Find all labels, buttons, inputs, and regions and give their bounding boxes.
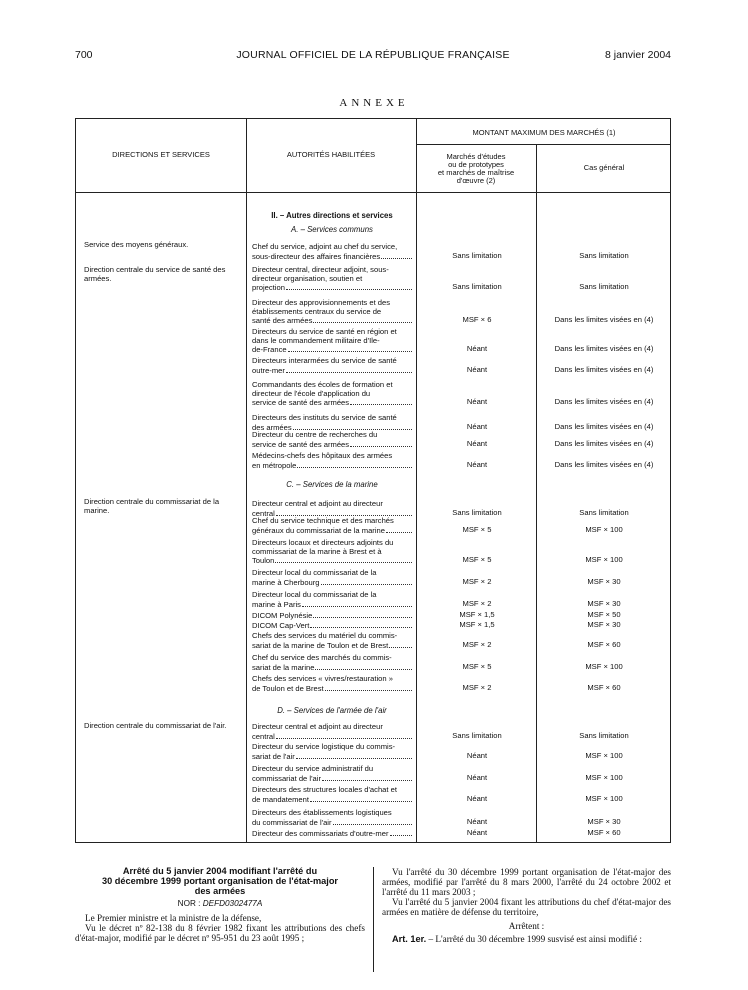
amount-etudes: Sans limitation — [452, 250, 502, 260]
authority-text: central — [252, 508, 275, 518]
authority-line: Chefs des services « vivres/restauration » — [252, 674, 393, 683]
amount-general: MSF × 60 — [587, 682, 621, 692]
text-line: Arrêté du 5 janvier 2004 modifiant l'arrêté du — [122, 866, 318, 876]
authority-cell — [252, 539, 412, 566]
authority-cell — [252, 452, 412, 470]
authority-text: santé des armées — [252, 316, 313, 326]
amount-general: Sans limitation — [579, 282, 629, 292]
amount-etudes: Néant — [466, 772, 488, 782]
authority-line: Directeur central et adjoint au directeur — [252, 722, 383, 731]
authority-last-line — [252, 732, 412, 742]
leader-dots — [288, 345, 412, 352]
amount-etudes: MSF × 5 — [462, 555, 492, 565]
section-heading: D. – Services de l'armée de l'air — [277, 706, 387, 715]
amount-etudes: Sans limitation — [452, 507, 502, 517]
authority-line: Directeur du centre de recherches du — [252, 430, 378, 439]
section-heading: C. – Services de la marine — [286, 480, 378, 489]
authority-last-line — [252, 440, 412, 450]
authority-last-line — [252, 600, 412, 610]
authority-cell — [252, 743, 412, 761]
leader-dots — [310, 795, 412, 802]
authority-cell — [252, 723, 412, 741]
authority-line: Directeurs locaux et directeurs adjoints du — [252, 538, 394, 547]
text-line: d'œuvre (2) — [456, 176, 496, 185]
leader-dots — [296, 752, 412, 759]
amount-general: MSF × 30 — [587, 576, 621, 586]
authority-cell — [252, 611, 412, 621]
journal-title: JOURNAL OFFICIEL DE LA RÉPUBLIQUE FRANÇAISE — [236, 49, 510, 61]
paragraph: Vu l'arrêté du 5 janvier 2004 fixant les attributions du chef d'état-major des armées en matière de défense du territoire, — [382, 897, 671, 917]
authority-line: établissements centraux du service de — [252, 306, 382, 316]
paragraph: Vu le décret nº 82-138 du 8 février 1982 fixant les attributions des chefs d'état-major, modifié par le décret nº 95-951 du 23 août 1995 ; — [75, 923, 365, 944]
amount-etudes: Néant — [466, 793, 488, 803]
leader-dots — [302, 600, 412, 607]
amount-general: Dans les limites visées en (4) — [554, 344, 654, 354]
amount-general: MSF × 100 — [585, 555, 623, 565]
authority-cell — [252, 357, 412, 375]
authority-line: Directeur central et adjoint au directeur — [252, 499, 383, 508]
leader-dots — [322, 774, 412, 781]
authority-cell — [252, 591, 412, 609]
authority-last-line — [252, 366, 412, 376]
leader-dots — [276, 732, 412, 739]
amount-etudes: Néant — [466, 828, 488, 837]
authority-text: service de santé des armées — [252, 398, 350, 408]
authority-cell — [252, 786, 412, 804]
authority-line: Directeurs des instituts du service de santé — [252, 413, 397, 422]
nor-reference: NOR : DEFD0302477A — [177, 899, 263, 909]
amount-etudes: MSF × 2 — [462, 682, 492, 692]
authority-cell — [252, 809, 412, 827]
authority-line: Directeurs interarmées du service de santé — [252, 356, 397, 365]
amount-general: MSF × 30 — [587, 816, 621, 826]
right-column — [382, 867, 671, 944]
authority-text: central — [252, 731, 275, 741]
header-divider — [416, 144, 670, 145]
direction-label — [84, 722, 246, 731]
authority-text: sous-directeur des affaires financières — [252, 251, 381, 261]
authority-text: projection — [252, 283, 285, 293]
authority-text: de-France — [252, 345, 287, 355]
authority-last-line — [252, 611, 412, 621]
authority-cell — [252, 243, 412, 261]
amount-general: MSF × 100 — [585, 661, 623, 671]
authority-line: Commandants des écoles de formation et — [252, 380, 393, 389]
amount-etudes: Néant — [466, 344, 488, 354]
text-line: ou de prototypes — [448, 160, 504, 169]
authority-cell — [252, 266, 412, 293]
authority-line: Directeur local du commissariat de la — [252, 568, 377, 577]
authority-text: commissariat de l'air — [252, 773, 321, 783]
authority-last-line — [252, 316, 412, 326]
authority-text: du commissariat de l'air — [252, 817, 332, 827]
leader-dots — [325, 684, 412, 691]
authority-text: sariat de l'air — [252, 751, 295, 761]
column-separator — [373, 867, 374, 972]
amount-etudes: Néant — [466, 438, 488, 448]
authority-text: en métropole — [252, 460, 297, 470]
amount-general: MSF × 60 — [587, 828, 621, 837]
amount-general: Dans les limites visées en (4) — [554, 364, 654, 374]
authority-text: sariat de la marine de Toulon et de Brest — [252, 640, 389, 650]
amount-general: MSF × 100 — [585, 524, 623, 534]
authority-text: service de santé des armées — [252, 439, 350, 449]
amount-general: Sans limitation — [579, 507, 629, 517]
amount-general: Dans les limites visées en (4) — [554, 315, 654, 325]
amount-general: MSF × 100 — [585, 772, 623, 782]
issue-date: 8 janvier 2004 — [605, 49, 671, 61]
amount-etudes: Sans limitation — [452, 282, 502, 292]
leader-dots — [275, 556, 412, 563]
column-divider — [536, 144, 537, 842]
authority-line: directeur organisation, soutien et — [252, 273, 363, 283]
authority-line: Directeur central, directeur adjoint, sous- — [252, 265, 389, 274]
header-autorites: AUTORITÉS HABILITÉES — [286, 150, 376, 159]
text-line: Direction centrale du commissariat de la — [84, 497, 220, 506]
leader-dots — [386, 526, 412, 533]
authority-last-line — [252, 526, 412, 536]
authority-text: Directeur des commissariats d'outre-mer — [252, 829, 389, 838]
leader-dots — [321, 578, 412, 585]
authority-text: généraux du commissariat de la marine — [252, 525, 385, 535]
amount-etudes: MSF × 5 — [462, 524, 492, 534]
amount-etudes: Néant — [466, 364, 488, 374]
authority-cell — [252, 621, 412, 631]
authority-text: marine à Cherbourg — [252, 577, 320, 587]
text-line: Service des moyens généraux. — [84, 240, 189, 249]
amount-general: MSF × 60 — [587, 639, 621, 649]
authority-last-line — [252, 578, 412, 588]
text-line: et marchés de maîtrise — [437, 168, 515, 177]
authority-last-line — [252, 774, 412, 784]
authority-cell — [252, 654, 412, 672]
authority-text: DICOM Cap-Vert — [252, 621, 310, 630]
authority-last-line — [252, 829, 412, 839]
authority-cell — [252, 328, 412, 355]
authority-last-line — [252, 684, 412, 694]
authority-line: Directeur du service administratif du — [252, 764, 374, 773]
leader-dots — [286, 366, 412, 373]
amount-general: MSF × 100 — [585, 793, 623, 803]
amount-etudes: MSF × 6 — [462, 315, 492, 325]
amount-general: Dans les limites visées en (4) — [554, 421, 654, 431]
authority-cell — [252, 431, 412, 449]
article-1: Art. 1er. – L'arrêté du 30 décembre 1999 susvisé est ainsi modifié : — [392, 934, 642, 944]
amount-etudes: Néant — [466, 459, 488, 469]
amount-etudes: Néant — [466, 750, 488, 760]
amount-etudes: Néant — [466, 816, 488, 826]
authority-line: directeur de l'école d'application du — [252, 388, 371, 398]
annexe-table — [75, 118, 671, 843]
annexe-title: ANNEXE — [339, 97, 409, 109]
header-marches-etudes — [416, 153, 536, 185]
paragraph: Vu l'arrêté du 30 décembre 1999 portant organisation de l'état-major des armées, modifié par l'arrêté du 8 mars 2000, l'arrêté du 24 octobre 2002 et l'arrêté du 11 mars 2003 ; — [382, 867, 671, 897]
amount-general: Dans les limites visées en (4) — [554, 459, 654, 469]
amount-general: Dans les limites visées en (4) — [554, 397, 654, 407]
leader-dots — [297, 461, 412, 468]
amount-etudes: MSF × 2 — [462, 598, 492, 608]
header-directions: DIRECTIONS ET SERVICES — [112, 150, 210, 159]
authority-line: Médecins-chefs des hôpitaux des armées — [252, 451, 393, 460]
text-line: Marchés d'études — [446, 152, 506, 161]
authority-text: Toulon — [252, 556, 275, 566]
amount-etudes: MSF × 1,5 — [459, 620, 495, 629]
authority-text: de mandatement — [252, 794, 309, 804]
leader-dots — [313, 316, 412, 323]
text-line: Direction centrale du commissariat de l'air. — [84, 721, 227, 730]
paragraph: Le Premier ministre et la ministre de la défense, — [85, 913, 262, 924]
text-line: marine. — [84, 505, 110, 515]
decree-title — [75, 867, 365, 896]
authority-text: de Toulon et de Brest — [252, 683, 324, 693]
direction-label — [84, 498, 246, 515]
authority-cell — [252, 632, 412, 650]
arretent-label: Arrêtent : — [508, 921, 545, 931]
authority-last-line — [252, 252, 412, 262]
amount-etudes: Sans limitation — [452, 730, 502, 740]
amount-general: MSF × 100 — [585, 750, 623, 760]
authority-cell — [252, 381, 412, 408]
leader-dots — [390, 829, 413, 836]
authority-line: Directeurs des structures locales d'achat et — [252, 785, 397, 794]
amount-etudes: MSF × 5 — [462, 661, 492, 671]
page-number: 700 — [75, 49, 93, 61]
amount-etudes: Néant — [466, 397, 488, 407]
decree-text — [75, 867, 671, 977]
authority-last-line — [252, 641, 412, 651]
authority-text: outre-mer — [252, 365, 285, 375]
leader-dots — [310, 621, 412, 628]
authority-last-line — [252, 621, 412, 631]
authority-line: Directeur local du commissariat de la — [252, 590, 377, 599]
authority-last-line — [252, 818, 412, 828]
authority-line: Chef du service technique et des marchés — [252, 516, 394, 525]
authority-cell — [252, 829, 412, 839]
leader-dots — [333, 818, 412, 825]
authority-last-line — [252, 345, 412, 355]
amount-general: MSF × 30 — [587, 598, 621, 608]
section-heading: A. – Services communs — [291, 225, 373, 234]
authority-last-line — [252, 461, 412, 471]
authority-line: Directeur des approvisionnements et des — [252, 298, 391, 307]
leader-dots — [381, 252, 412, 259]
authority-text: DICOM Polynésie — [252, 611, 313, 620]
authority-text: marine à Paris — [252, 599, 301, 609]
authority-last-line — [252, 283, 412, 293]
authority-last-line — [252, 752, 412, 762]
direction-label — [84, 266, 246, 283]
leader-dots — [293, 423, 412, 430]
page-header — [75, 49, 671, 63]
authority-last-line — [252, 556, 412, 566]
authority-last-line — [252, 795, 412, 805]
amount-general: Sans limitation — [579, 730, 629, 740]
authority-cell — [252, 299, 412, 326]
section-heading: II. – Autres directions et services — [271, 211, 393, 220]
leader-dots — [350, 440, 412, 447]
amount-etudes: MSF × 2 — [462, 576, 492, 586]
header-cas-general: Cas général — [583, 163, 625, 172]
amount-general: Dans les limites visées en (4) — [554, 438, 654, 448]
text-line: Direction centrale du service de santé des — [84, 265, 226, 274]
amount-etudes: MSF × 2 — [462, 639, 492, 649]
authority-line: Chefs des services du matériel du commis- — [252, 631, 398, 640]
leader-dots — [389, 641, 412, 648]
column-divider — [416, 119, 417, 842]
authority-line: Directeurs du service de santé en région et — [252, 327, 397, 336]
amount-general: Sans limitation — [579, 250, 629, 260]
authority-cell — [252, 765, 412, 783]
authority-line: Chef du service des marchés du commis- — [252, 653, 392, 662]
amount-etudes: MSF × 1,5 — [459, 610, 495, 619]
amount-etudes: Néant — [466, 421, 488, 431]
authority-line: Directeur du service logistique du commis- — [252, 742, 396, 751]
text-line: 30 décembre 1999 portant organisation de l'état-major — [101, 875, 339, 886]
authority-cell — [252, 569, 412, 587]
authority-line: Chef du service, adjoint au chef du service, — [252, 242, 398, 251]
amount-general: MSF × 50 — [587, 610, 621, 619]
authority-cell — [252, 517, 412, 535]
direction-label — [84, 241, 246, 250]
authority-last-line — [252, 398, 412, 408]
leader-dots — [313, 611, 412, 618]
header-divider — [76, 192, 670, 193]
header-montant: MONTANT MAXIMUM DES MARCHÉS (1) — [472, 128, 616, 137]
leader-dots — [286, 283, 412, 290]
authority-text: sariat de la marine — [252, 662, 315, 672]
authority-line: dans le commandement militaire d'Ile- — [252, 335, 380, 345]
authority-line: Directeurs des établissements logistiques — [252, 808, 392, 817]
amount-general: MSF × 30 — [587, 620, 621, 629]
leader-dots — [315, 663, 412, 670]
text-line: armées. — [84, 273, 112, 283]
authority-cell — [252, 675, 412, 693]
authority-last-line — [252, 663, 412, 673]
left-column — [75, 867, 365, 943]
authority-line: commissariat de la marine à Brest et à — [252, 546, 382, 556]
text-line: des armées — [194, 885, 246, 896]
column-divider — [246, 119, 247, 842]
authority-text: des armées — [252, 422, 292, 432]
leader-dots — [276, 509, 412, 516]
leader-dots — [350, 398, 412, 405]
